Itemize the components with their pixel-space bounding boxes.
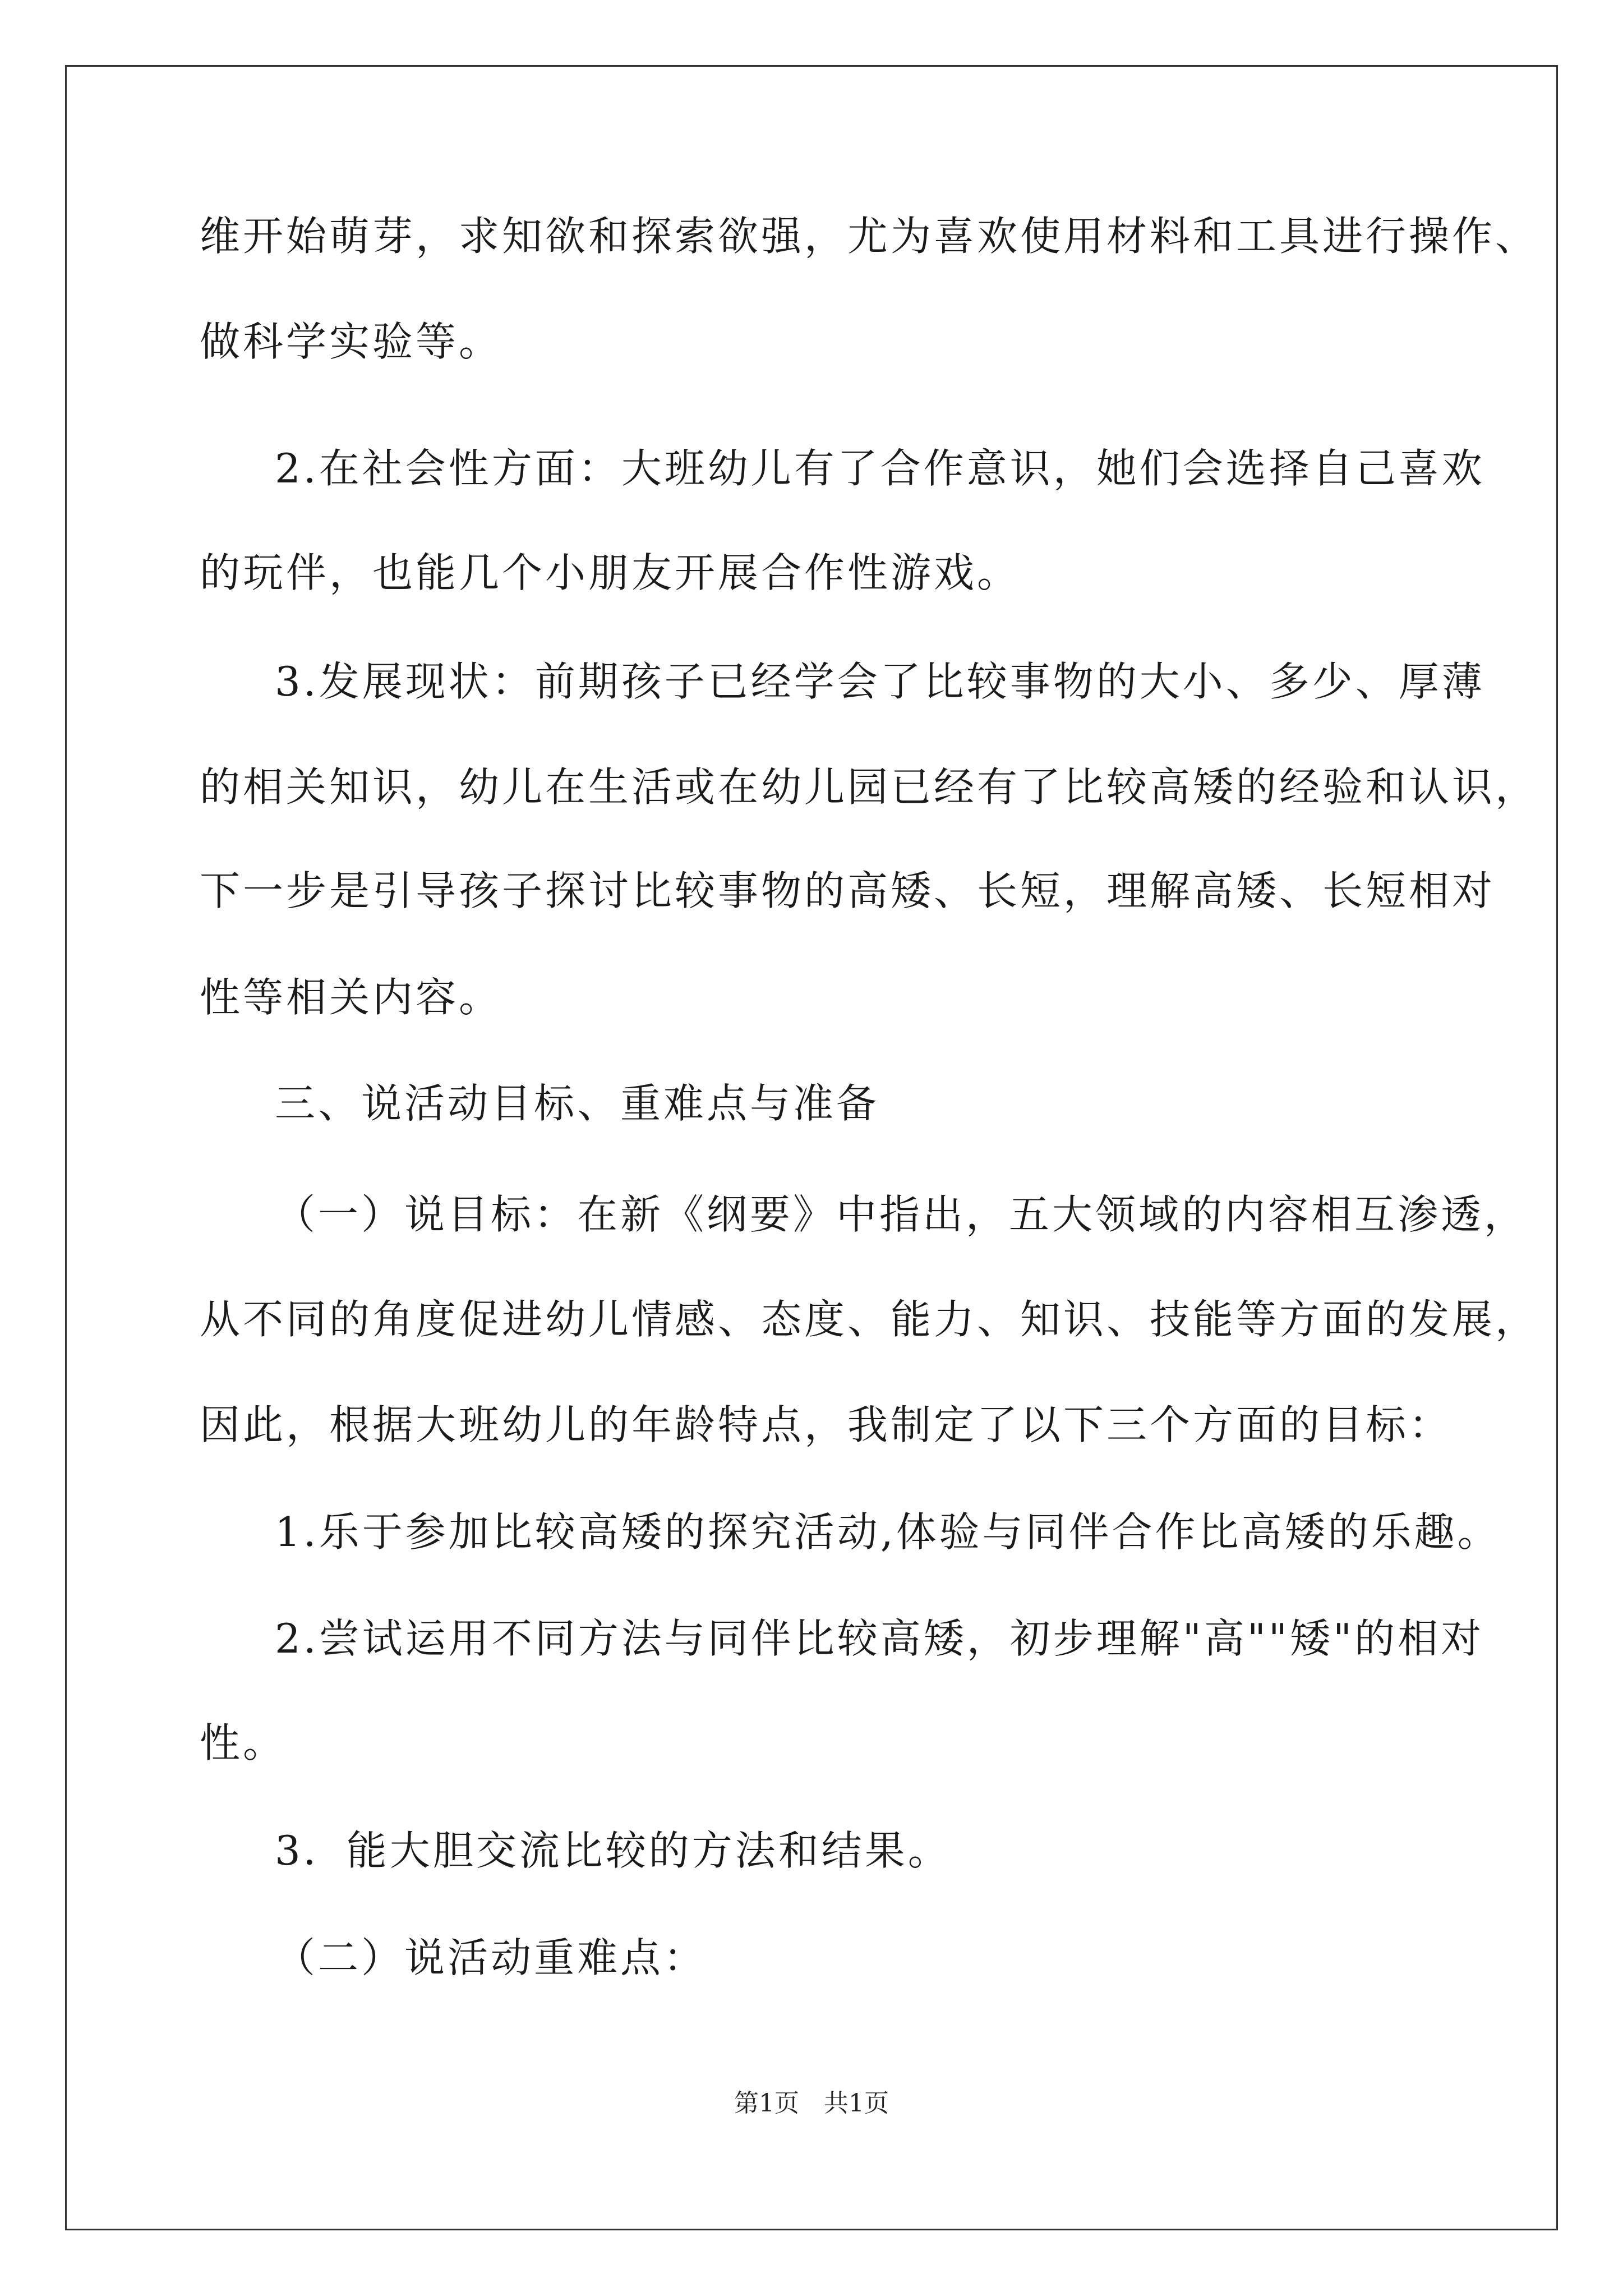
list-item: 3．能大胆交流比较的方法和结果。 [275,1827,951,1874]
body-line: （一）说目标：在新《纲要》中指出，五大领域的内容相互渗透， [275,1191,1528,1238]
section-heading: 三、说活动目标、重难点与准备 [275,1080,880,1127]
body-line: 性等相关内容。 [200,974,502,1021]
body-line: 维开始萌芽，求知欲和探索欲强，尤为喜欢使用材料和工具进行操作、 [200,213,1539,260]
body-line: 的相关知识，幼儿在生活或在幼儿园已经有了比较高矮的经验和认识， [200,763,1539,811]
page-footer: 第1页 共1页 [734,2089,889,2118]
body-line: 从不同的角度促进幼儿情感、态度、能力、知识、技能等方面的发展， [200,1296,1539,1343]
body-line: 性。 [200,1719,287,1766]
body-line: 2.在社会性方面：大班幼儿有了合作意识，她们会选择自己喜欢 [275,445,1485,492]
body-line: 3.发展现状：前期孩子已经学会了比较事物的大小、多少、厚薄 [275,658,1485,705]
body-line: 下一步是引导孩子探讨比较事物的高矮、长短，理解高矮、长短相对 [200,867,1496,914]
list-item: 2.尝试运用不同方法与同伴比较高矮，初步理解"高""矮"的相对 [275,1615,1484,1662]
body-line: 的玩伴，也能几个小朋友开展合作性游戏。 [200,549,1021,596]
body-line: 因此，根据大班幼儿的年龄特点，我制定了以下三个方面的目标： [200,1401,1453,1448]
page-border [65,65,1558,2230]
list-item: 1.乐于参加比较高矮的探究活动,体验与同伴合作比高矮的乐趣。 [275,1508,1501,1556]
body-line: 做科学实验等。 [200,318,502,365]
sub-heading: （二）说活动重难点： [275,1934,707,1981]
